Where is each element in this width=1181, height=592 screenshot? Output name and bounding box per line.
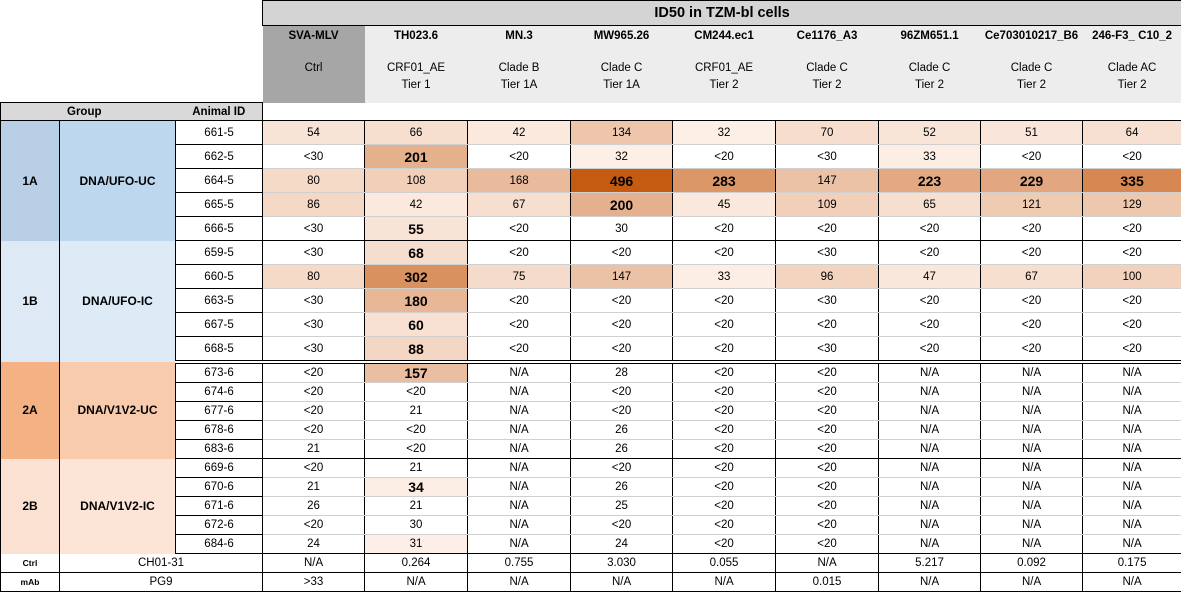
id50-value: <20 xyxy=(263,402,365,421)
id50-value: N/A xyxy=(981,516,1083,535)
id50-value: <20 xyxy=(1083,337,1181,363)
id50-value: N/A xyxy=(468,440,571,459)
animal-id: 660-5 xyxy=(176,265,263,289)
table-row xyxy=(1,121,1181,145)
id50-value: <30 xyxy=(263,145,365,169)
id50-value: <20 xyxy=(981,145,1083,169)
id50-value: 26 xyxy=(571,421,673,440)
virus-tier: Tier 2 xyxy=(981,77,1083,94)
id50-value: <30 xyxy=(776,337,879,363)
virus-subtype: Clade AC xyxy=(1083,60,1181,77)
id50-value: N/A xyxy=(981,535,1083,554)
id50-value: <20 xyxy=(776,313,879,337)
virus-name: MN.3 xyxy=(468,28,571,45)
virus-name: CM244.ec1 xyxy=(673,28,776,45)
id50-value: 134 xyxy=(571,121,673,145)
id50-value: N/A xyxy=(879,516,981,535)
id50-value: N/A xyxy=(468,535,571,554)
id50-value: N/A xyxy=(879,383,981,402)
id50-value: 200 xyxy=(571,193,673,217)
table-row xyxy=(1,362,1181,383)
id50-value: <20 xyxy=(468,241,571,265)
id50-value: <30 xyxy=(263,241,365,265)
id50-value: N/A xyxy=(1083,535,1181,554)
virus-name: 96ZM651.1 xyxy=(879,28,981,45)
id50-value: <20 xyxy=(776,362,879,383)
id50-value: 21 xyxy=(365,497,468,516)
id50-value: N/A xyxy=(1083,478,1181,497)
id50-value: 34 xyxy=(365,478,468,497)
control-row xyxy=(1,554,1181,573)
id50-value: 65 xyxy=(879,193,981,217)
table-row xyxy=(1,265,1181,289)
id50-value: 33 xyxy=(673,265,776,289)
virus-header-4 xyxy=(673,26,776,103)
id50-value: 496 xyxy=(571,169,673,193)
virus-tier: Tier 1 xyxy=(365,77,468,94)
control-label: Ctrl xyxy=(1,554,60,573)
id50-value: 88 xyxy=(365,337,468,363)
id50-value: 121 xyxy=(981,193,1083,217)
id50-value: <30 xyxy=(263,217,365,241)
animal-id: 669-6 xyxy=(176,459,263,478)
table-row xyxy=(1,241,1181,265)
group-description: DNA/V1V2-UC xyxy=(60,362,176,459)
id50-value: 26 xyxy=(571,440,673,459)
virus-name: Ce703010217_B6 xyxy=(981,28,1083,45)
id50-value: <20 xyxy=(776,383,879,402)
id50-value: <20 xyxy=(776,516,879,535)
id50-value: 129 xyxy=(1083,193,1181,217)
id50-value: <20 xyxy=(571,383,673,402)
control-value: N/A xyxy=(263,554,365,573)
id50-value: 66 xyxy=(365,121,468,145)
id50-value: <20 xyxy=(571,459,673,478)
id50-value: N/A xyxy=(879,497,981,516)
id50-value: 168 xyxy=(468,169,571,193)
virus-name: TH023.6 xyxy=(365,28,468,45)
id50-value: 68 xyxy=(365,241,468,265)
id50-value: <20 xyxy=(776,459,879,478)
virus-subtype: CRF01_AE xyxy=(365,60,468,77)
id50-value: <20 xyxy=(571,289,673,313)
id50-value: 21 xyxy=(365,402,468,421)
id50-value: 64 xyxy=(1083,121,1181,145)
control-value: 0.055 xyxy=(673,554,776,573)
id50-value: 55 xyxy=(365,217,468,241)
table-row xyxy=(1,289,1181,313)
table-row xyxy=(1,313,1181,337)
id50-value: 52 xyxy=(879,121,981,145)
animal-id: 665-5 xyxy=(176,193,263,217)
id50-value: <20 xyxy=(1083,241,1181,265)
id50-value: N/A xyxy=(981,478,1083,497)
id50-value: <20 xyxy=(263,383,365,402)
group-description: DNA/UFO-UC xyxy=(60,121,176,241)
animal-id: 663-5 xyxy=(176,289,263,313)
group-header: Group xyxy=(1,103,176,121)
id50-value: <20 xyxy=(1083,145,1181,169)
id50-value: <20 xyxy=(468,289,571,313)
id50-value: 70 xyxy=(776,121,879,145)
id50-value: N/A xyxy=(981,402,1083,421)
virus-name: MW965.26 xyxy=(571,28,673,45)
virus-header-3 xyxy=(571,26,673,103)
id50-value: 47 xyxy=(879,265,981,289)
id50-value: 32 xyxy=(673,121,776,145)
virus-subtype: Ctrl xyxy=(263,60,365,77)
id50-value: 26 xyxy=(263,497,365,516)
id50-value: 147 xyxy=(571,265,673,289)
virus-tier: Tier 1A xyxy=(468,77,571,94)
id50-value: <30 xyxy=(776,289,879,313)
id50-value: 96 xyxy=(776,265,879,289)
id50-value: 80 xyxy=(263,169,365,193)
id50-value: N/A xyxy=(468,459,571,478)
virus-tier: Tier 2 xyxy=(673,77,776,94)
id50-value: <20 xyxy=(879,313,981,337)
id50-value: N/A xyxy=(981,440,1083,459)
table-row xyxy=(1,337,1181,363)
animal-id: 662-5 xyxy=(176,145,263,169)
id50-value: <20 xyxy=(673,478,776,497)
animal-id: 670-6 xyxy=(176,478,263,497)
animal-id: 674-6 xyxy=(176,383,263,402)
id50-value: N/A xyxy=(1083,402,1181,421)
virus-subtype: Clade B xyxy=(468,60,571,77)
id50-value: <20 xyxy=(1083,217,1181,241)
id50-value: 21 xyxy=(263,478,365,497)
animal-id-header: Animal ID xyxy=(176,103,263,121)
id50-value: <20 xyxy=(673,241,776,265)
id50-value: <30 xyxy=(776,145,879,169)
id50-value: 24 xyxy=(263,535,365,554)
id50-value: 147 xyxy=(776,169,879,193)
id50-value: N/A xyxy=(468,362,571,383)
id50-value: N/A xyxy=(468,383,571,402)
id50-value: <20 xyxy=(673,440,776,459)
animal-id: 671-6 xyxy=(176,497,263,516)
animal-id: 683-6 xyxy=(176,440,263,459)
id50-value: N/A xyxy=(468,497,571,516)
virus-header-1 xyxy=(365,26,468,103)
id50-value: N/A xyxy=(879,402,981,421)
id50-value: 26 xyxy=(571,478,673,497)
id50-value: 45 xyxy=(673,193,776,217)
virus-subtype: Clade C xyxy=(776,60,879,77)
animal-id: 677-6 xyxy=(176,402,263,421)
virus-header-8 xyxy=(1083,26,1181,103)
id50-value: N/A xyxy=(981,362,1083,383)
table-row xyxy=(1,383,1181,402)
id50-value: 75 xyxy=(468,265,571,289)
virus-tier: Tier 2 xyxy=(776,77,879,94)
animal-id: 684-6 xyxy=(176,535,263,554)
id50-value: <20 xyxy=(673,497,776,516)
virus-name: 246-F3_ C10_2 xyxy=(1083,28,1181,45)
id50-value: N/A xyxy=(981,459,1083,478)
id50-value: <20 xyxy=(673,313,776,337)
id50-value: 80 xyxy=(263,265,365,289)
id50-value: 109 xyxy=(776,193,879,217)
animal-id: 661-5 xyxy=(176,121,263,145)
virus-header-7 xyxy=(981,26,1083,103)
id50-value: <20 xyxy=(571,402,673,421)
id50-value: N/A xyxy=(468,421,571,440)
control-value: 0.755 xyxy=(468,554,571,573)
id50-value: <20 xyxy=(776,440,879,459)
id50-value: <20 xyxy=(776,402,879,421)
id50-value: 30 xyxy=(365,516,468,535)
id50-value: 223 xyxy=(879,169,981,193)
control-value: N/A xyxy=(879,573,981,592)
control-label: mAb xyxy=(1,573,60,592)
virus-tier: Tier 2 xyxy=(1083,77,1181,94)
id50-value: 25 xyxy=(571,497,673,516)
control-value: 0.264 xyxy=(365,554,468,573)
id50-value: <20 xyxy=(776,217,879,241)
control-value: 0.175 xyxy=(1083,554,1181,573)
id50-value: N/A xyxy=(1083,459,1181,478)
id50-value: 108 xyxy=(365,169,468,193)
virus-header-5 xyxy=(776,26,879,103)
id50-value: N/A xyxy=(1083,421,1181,440)
id50-value: <20 xyxy=(673,402,776,421)
control-name: CH01-31 xyxy=(60,554,263,573)
virus-header-6 xyxy=(879,26,981,103)
id50-value: 30 xyxy=(571,217,673,241)
table-row xyxy=(1,421,1181,440)
id50-value: 28 xyxy=(571,362,673,383)
corner-blank xyxy=(1,1,263,26)
id50-value: <20 xyxy=(776,535,879,554)
id50-value: <20 xyxy=(673,217,776,241)
id50-value: <20 xyxy=(673,516,776,535)
id50-value: <20 xyxy=(1083,313,1181,337)
id50-value: <20 xyxy=(263,516,365,535)
id50-value: N/A xyxy=(1083,440,1181,459)
table-row xyxy=(1,193,1181,217)
id50-value: <20 xyxy=(673,383,776,402)
id50-value: N/A xyxy=(879,440,981,459)
animal-id: 673-6 xyxy=(176,362,263,383)
id50-value: 51 xyxy=(981,121,1083,145)
table-row xyxy=(1,459,1181,478)
id50-value: 180 xyxy=(365,289,468,313)
id50-value: 283 xyxy=(673,169,776,193)
id50-value: 302 xyxy=(365,265,468,289)
animal-id: 668-5 xyxy=(176,337,263,363)
id50-value: <20 xyxy=(673,535,776,554)
control-value: N/A xyxy=(1083,573,1181,592)
virus-tier: Tier 1A xyxy=(571,77,673,94)
id50-value: <20 xyxy=(673,421,776,440)
control-name: PG9 xyxy=(60,573,263,592)
id50-value: <20 xyxy=(981,289,1083,313)
corner-blank-2 xyxy=(1,26,263,103)
id50-value: 60 xyxy=(365,313,468,337)
table-row xyxy=(1,497,1181,516)
animal-id: 666-5 xyxy=(176,217,263,241)
id50-value: <20 xyxy=(468,313,571,337)
header-spacer xyxy=(263,103,1181,121)
id50-value: <20 xyxy=(468,145,571,169)
id50-value: <20 xyxy=(673,362,776,383)
id50-value: N/A xyxy=(879,362,981,383)
control-value: 0.092 xyxy=(981,554,1083,573)
id50-value: 229 xyxy=(981,169,1083,193)
id50-value: <20 xyxy=(263,362,365,383)
id50-value: 24 xyxy=(571,535,673,554)
table-title: ID50 in TZM-bl cells xyxy=(263,1,1181,26)
id50-value: <30 xyxy=(263,289,365,313)
id50-value: N/A xyxy=(468,402,571,421)
virus-header-0 xyxy=(263,26,365,103)
id50-value: <20 xyxy=(365,440,468,459)
id50-value: <20 xyxy=(263,421,365,440)
group-description: DNA/UFO-IC xyxy=(60,241,176,363)
id50-value: N/A xyxy=(1083,516,1181,535)
virus-header-2 xyxy=(468,26,571,103)
group-id: 1A xyxy=(1,121,60,241)
id50-value: 201 xyxy=(365,145,468,169)
id50-value: 335 xyxy=(1083,169,1181,193)
id50-value: 86 xyxy=(263,193,365,217)
id50-value: 31 xyxy=(365,535,468,554)
id50-value: <20 xyxy=(571,337,673,363)
id50-value: <20 xyxy=(879,217,981,241)
id50-value: 67 xyxy=(468,193,571,217)
table-row xyxy=(1,169,1181,193)
id50-value: <20 xyxy=(263,459,365,478)
id50-value: <20 xyxy=(879,241,981,265)
id50-value: 32 xyxy=(571,145,673,169)
id50-value: 42 xyxy=(468,121,571,145)
virus-name: SVA-MLV xyxy=(263,28,365,45)
id50-value: 67 xyxy=(981,265,1083,289)
control-row xyxy=(1,573,1181,592)
id50-value: N/A xyxy=(468,516,571,535)
id50-value: N/A xyxy=(981,497,1083,516)
animal-id: 659-5 xyxy=(176,241,263,265)
virus-subtype: CRF01_AE xyxy=(673,60,776,77)
group-description: DNA/V1V2-IC xyxy=(60,459,176,554)
id50-value: <30 xyxy=(263,337,365,363)
id50-value: N/A xyxy=(1083,383,1181,402)
id50-value: <20 xyxy=(673,145,776,169)
group-id: 2B xyxy=(1,459,60,554)
id50-value: N/A xyxy=(879,478,981,497)
id50-value: <20 xyxy=(1083,289,1181,313)
id50-value: N/A xyxy=(468,478,571,497)
virus-tier: Tier 2 xyxy=(879,77,981,94)
id50-value: <20 xyxy=(879,289,981,313)
control-value: 0.015 xyxy=(776,573,879,592)
id50-value: <20 xyxy=(468,337,571,363)
virus-name: Ce1176_A3 xyxy=(776,28,879,45)
id50-value: 33 xyxy=(879,145,981,169)
id50-value: 157 xyxy=(365,362,468,383)
id50-value: N/A xyxy=(1083,362,1181,383)
id50-value: N/A xyxy=(981,421,1083,440)
animal-id: 664-5 xyxy=(176,169,263,193)
animal-id: 672-6 xyxy=(176,516,263,535)
id50-value: <30 xyxy=(263,313,365,337)
id50-value: <20 xyxy=(981,217,1083,241)
id50-value: <20 xyxy=(776,497,879,516)
id50-value: <20 xyxy=(776,478,879,497)
id50-value: <20 xyxy=(571,516,673,535)
control-value: N/A xyxy=(468,573,571,592)
table-row xyxy=(1,535,1181,554)
animal-id: 678-6 xyxy=(176,421,263,440)
control-value: >33 xyxy=(263,573,365,592)
virus-subtype: Clade C xyxy=(981,60,1083,77)
id50-value: <20 xyxy=(365,421,468,440)
control-value: N/A xyxy=(673,573,776,592)
id50-value: <20 xyxy=(673,459,776,478)
animal-id: 667-5 xyxy=(176,313,263,337)
group-id: 1B xyxy=(1,241,60,363)
id50-value: <20 xyxy=(981,241,1083,265)
id50-value: N/A xyxy=(1083,497,1181,516)
id50-value: 21 xyxy=(263,440,365,459)
control-value: N/A xyxy=(981,573,1083,592)
id50-value: <20 xyxy=(879,337,981,363)
id50-value: <20 xyxy=(981,337,1083,363)
id50-value: <20 xyxy=(776,421,879,440)
id50-value: <20 xyxy=(365,383,468,402)
id50-value: 54 xyxy=(263,121,365,145)
id50-value: <20 xyxy=(673,289,776,313)
id50-value: <20 xyxy=(981,313,1083,337)
table-row xyxy=(1,145,1181,169)
control-value: 3.030 xyxy=(571,554,673,573)
table-row xyxy=(1,402,1181,421)
virus-subtype: Clade C xyxy=(571,60,673,77)
control-value: N/A xyxy=(571,573,673,592)
table-row xyxy=(1,478,1181,497)
control-value: N/A xyxy=(365,573,468,592)
id50-value: 21 xyxy=(365,459,468,478)
id50-value: 100 xyxy=(1083,265,1181,289)
control-value: 5.217 xyxy=(879,554,981,573)
id50-value: N/A xyxy=(879,421,981,440)
virus-subtype: Clade C xyxy=(879,60,981,77)
id50-value: 42 xyxy=(365,193,468,217)
group-id: 2A xyxy=(1,362,60,459)
id50-value: <20 xyxy=(468,217,571,241)
table-row xyxy=(1,516,1181,535)
table-row xyxy=(1,217,1181,241)
id50-value: N/A xyxy=(981,383,1083,402)
id50-value: <20 xyxy=(571,313,673,337)
id50-value: N/A xyxy=(879,459,981,478)
id50-value: N/A xyxy=(879,535,981,554)
control-value: N/A xyxy=(776,554,879,573)
id50-value: <30 xyxy=(776,241,879,265)
id50-value: <20 xyxy=(673,337,776,363)
id50-value: <20 xyxy=(571,241,673,265)
table-row xyxy=(1,440,1181,459)
